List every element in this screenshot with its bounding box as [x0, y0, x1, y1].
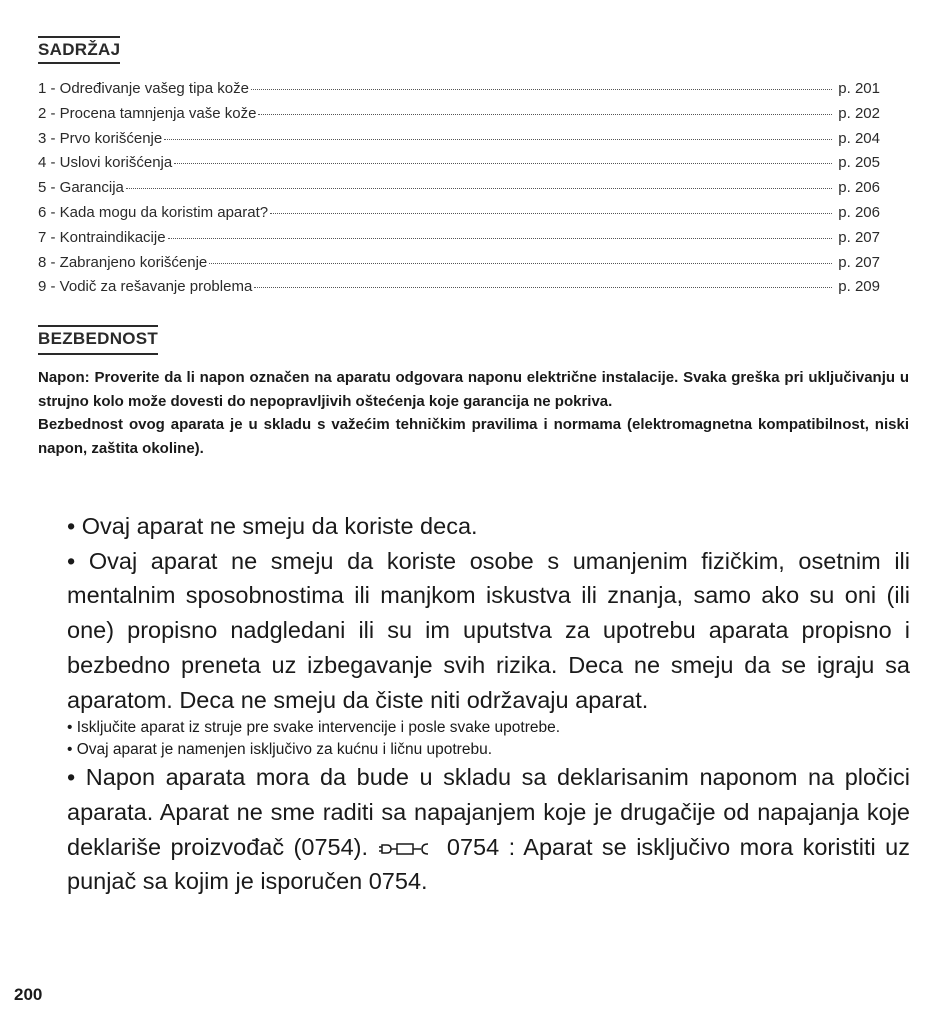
toc-title: 4 - Uslovi korišćenja [38, 154, 173, 172]
toc-leader-dots [164, 138, 832, 140]
toc-title: 1 - Određivanje vašeg tipa kože [38, 80, 249, 97]
toc-row[interactable] [38, 130, 880, 155]
toc-row[interactable] [38, 229, 880, 254]
toc-title: 9 - Vodič za rešavanje problema [38, 278, 253, 296]
toc-page: p. 209 [838, 278, 880, 296]
contents-heading-text: SADRŽAJ [38, 40, 121, 59]
bullet-voltage [67, 760, 910, 899]
toc-title: 6 - Kada mogu da koristim aparat? [38, 203, 269, 221]
toc-page: p. 206 [838, 179, 880, 197]
bullet-voltage-charger-text: 0754 : Aparat se isključivo mora koristiti uz punjač sa kojim je isporučen 0754. [67, 833, 910, 895]
toc-page: p. 205 [838, 154, 880, 172]
warning-voltage-text: Napon: Proverite da li napon označen na aparatu odgovara naponu električne instalacije. Svaka greška pri uključivanju u strujno kolo može dovesti do nepopravljivih oštećenja koje garancija ne pokriva. [38, 369, 909, 410]
toc-page: p. 201 [838, 80, 880, 97]
toc-leader-dots [168, 237, 833, 239]
bullet-persons: • Ovaj aparat ne smeju da koriste osobe s umanjenim fizičkim, osetnim ili mentalnim sposobnostima ili manjkom iskustva ili znanja, samo ako su oni (ili one) propisno nadgledani ili su im uputstva za upotrebu aparata propisno i bezbedno preneta uz izbegavanje svih rizika. Deca ne smeju da se igraju sa aparatom. Deca ne smeju da čiste niti održavaju aparat. [67, 547, 910, 713]
heading-rule-bottom [38, 62, 120, 64]
charger-plug-icon [379, 832, 435, 848]
warning-standards-text: Bezbednost ovog aparata je u skladu s važećim tehničkim pravilima i normama (elektromagnetna kompatibilnost, niski napon, zaštita okoline). [38, 416, 909, 457]
toc-leader-dots [174, 162, 832, 164]
toc-page: p. 204 [838, 129, 880, 147]
safety-heading-text: BEZBEDNOST [38, 329, 159, 348]
toc-leader-dots [258, 113, 832, 115]
voltage-warning [38, 366, 909, 460]
bullet-household: • Ovaj aparat je namenjen isključivo za kućnu i ličnu upotrebu. [67, 740, 493, 758]
toc-leader-dots [251, 88, 832, 90]
safety-instructions [67, 509, 910, 899]
toc-page: p. 202 [838, 104, 880, 122]
toc-title: 3 - Prvo korišćenje [38, 129, 163, 147]
toc-title: 5 - Garancija [38, 179, 124, 197]
toc-leader-dots [254, 286, 832, 288]
toc-leader-dots [209, 262, 832, 264]
bullet-unplug: • Isključite aparat iz struje pre svake intervencije i posle svake upotrebe. [67, 719, 561, 737]
toc-title: 7 - Kontraindikacije [38, 228, 166, 246]
toc-row[interactable] [38, 254, 880, 279]
toc-row[interactable] [38, 278, 880, 303]
toc-row[interactable] [38, 80, 880, 105]
contents-heading [38, 40, 120, 64]
page-number: 200 [14, 985, 43, 1004]
toc-page: p. 206 [838, 203, 880, 221]
toc-row[interactable] [38, 105, 880, 130]
bullet-children: • Ovaj aparat ne smeju da koriste deca. [67, 513, 478, 539]
toc-title: 8 - Zabranjeno korišćenje [38, 253, 208, 271]
toc-row[interactable] [38, 154, 880, 179]
bullet-voltage-text: • Napon aparata mora da bude u skladu sa deklarisanim naponom na pločici aparata. Aparat ne sme raditi sa napajanjem koje je drugačije od napajanja koje deklariše proizvođač (0754). [67, 764, 910, 860]
toc-row[interactable] [38, 204, 880, 229]
toc-page: p. 207 [838, 253, 880, 271]
toc-row[interactable] [38, 179, 880, 204]
heading-rule-top [38, 36, 120, 38]
toc-page: p. 207 [838, 228, 880, 246]
toc-title: 2 - Procena tamnjenja vaše kože [38, 104, 257, 122]
toc-leader-dots [270, 212, 832, 214]
heading-rule-bottom [38, 353, 158, 355]
table-of-contents [38, 80, 880, 303]
toc-leader-dots [126, 187, 832, 189]
heading-rule-top [38, 325, 158, 327]
safety-heading [38, 329, 158, 353]
